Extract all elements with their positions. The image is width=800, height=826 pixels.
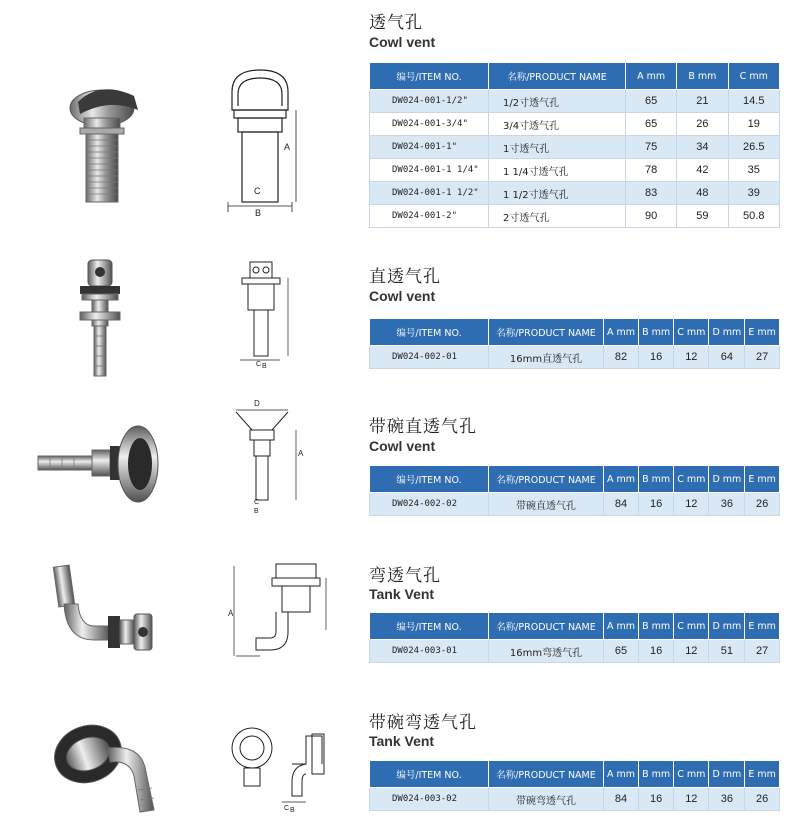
straight-vent-photo: [72, 254, 132, 380]
col-header-item-no: 编号/ITEM NO.: [370, 761, 489, 788]
cell-item-no: DW024-002-02: [370, 493, 489, 516]
col-header-product-name: 名称/PRODUCT NAME: [489, 63, 626, 90]
cell-product-name: 1/2寸透气孔: [489, 90, 626, 113]
cell-a: 65: [626, 90, 677, 113]
section-4-title-cn: 弯透气孔: [369, 566, 441, 586]
dim-label-c: C: [254, 186, 261, 196]
col-header-a: A mm: [626, 63, 677, 90]
cell-item-no: DW024-002-01: [370, 346, 489, 369]
cell-item-no: DW024-001-1": [370, 136, 489, 159]
col-header-d: D mm: [709, 613, 745, 640]
col-header-d: D mm: [709, 761, 745, 788]
svg-text:B: B: [290, 807, 295, 814]
cell-b: 16: [639, 640, 674, 663]
cell-c: 12: [674, 346, 709, 369]
cell-c: 26.5: [728, 136, 779, 159]
elbow-vent-drawing: [226, 560, 338, 664]
elbow-vent-photo: [50, 562, 160, 656]
bowl-elbow-vent-drawing: [226, 716, 346, 814]
svg-text:B: B: [254, 508, 259, 515]
cell-a: 65: [626, 113, 677, 136]
cell-c: 19: [728, 113, 779, 136]
cell-product-name: 1 1/4寸透气孔: [489, 159, 626, 182]
cell-c: 12: [674, 788, 709, 811]
col-header-e: E mm: [745, 613, 780, 640]
cell-c: 12: [674, 640, 709, 663]
spec-table-4: [369, 612, 780, 663]
cell-product-name: 1 1/2寸透气孔: [489, 182, 626, 205]
bowl-elbow-vent-photo: [42, 714, 176, 816]
section-5-title-cn: 带碗弯透气孔: [369, 713, 477, 733]
cell-product-name: 带碗直透气孔: [489, 493, 604, 516]
col-header-b: B mm: [677, 63, 728, 90]
cell-a: 84: [604, 788, 639, 811]
cell-item-no: DW024-003-01: [370, 640, 489, 663]
cell-product-name: 2寸透气孔: [489, 205, 626, 228]
table-row: [370, 640, 780, 663]
col-header-b: B mm: [639, 761, 674, 788]
section-3-title-cn: 带碗直透气孔: [369, 417, 477, 437]
col-header-e: E mm: [745, 466, 780, 493]
dim-label-d: D: [254, 399, 260, 408]
cell-b: 48: [677, 182, 728, 205]
table-header-row: [370, 63, 780, 90]
cell-item-no: DW024-001-1 1/2": [370, 182, 489, 205]
col-header-b: B mm: [639, 613, 674, 640]
col-header-c: C mm: [674, 319, 709, 346]
cell-b: 21: [677, 90, 728, 113]
col-header-c: C mm: [728, 63, 779, 90]
col-header-e: E mm: [745, 319, 780, 346]
bowl-straight-vent-photo: [36, 424, 168, 520]
straight-vent-drawing: [236, 258, 300, 370]
cell-e: 27: [745, 346, 780, 369]
table-row: [370, 788, 780, 811]
cell-product-name: 3/4寸透气孔: [489, 113, 626, 136]
col-header-a: A mm: [604, 613, 639, 640]
table-header-row: [370, 466, 780, 493]
cell-item-no: DW024-001-1/2": [370, 90, 489, 113]
col-header-product-name: 名称/PRODUCT NAME: [489, 466, 604, 493]
cell-b: 26: [677, 113, 728, 136]
cell-d: 64: [709, 346, 745, 369]
svg-text:C: C: [254, 499, 260, 506]
section-4-title-en: Tank Vent: [369, 586, 435, 602]
col-header-product-name: 名称/PRODUCT NAME: [489, 761, 604, 788]
cell-product-name: 16mm弯透气孔: [489, 640, 604, 663]
cowl-vent-drawing: [222, 66, 302, 226]
cell-c: 14.5: [728, 90, 779, 113]
table-row: [370, 346, 780, 369]
cell-c: 39: [728, 182, 779, 205]
col-header-product-name: 名称/PRODUCT NAME: [489, 319, 604, 346]
col-header-a: A mm: [604, 466, 639, 493]
spec-table-5: [369, 760, 780, 811]
cell-e: 27: [745, 640, 780, 663]
svg-text:C: C: [256, 361, 262, 368]
cell-item-no: DW024-001-1 1/4": [370, 159, 489, 182]
section-1-title-cn: 透气孔: [369, 13, 423, 33]
cell-item-no: DW024-001-3/4": [370, 113, 489, 136]
col-header-item-no: 编号/ITEM NO.: [370, 63, 489, 90]
cell-c: 12: [674, 493, 709, 516]
col-header-e: E mm: [745, 761, 780, 788]
table-row: [370, 159, 780, 182]
table-row: [370, 205, 780, 228]
cell-a: 83: [626, 182, 677, 205]
col-header-product-name: 名称/PRODUCT NAME: [489, 613, 604, 640]
cell-item-no: DW024-001-2": [370, 205, 489, 228]
spec-table-1: [369, 62, 780, 228]
table-header-row: [370, 613, 780, 640]
cell-c: 50.8: [728, 205, 779, 228]
svg-text:C: C: [284, 805, 290, 812]
cell-product-name: 16mm直透气孔: [489, 346, 604, 369]
section-1-title-en: Cowl vent: [369, 34, 436, 50]
spec-table-3: [369, 465, 780, 516]
section-2-title-en: Cowl vent: [369, 288, 436, 304]
col-header-d: D mm: [709, 319, 745, 346]
cell-d: 51: [709, 640, 745, 663]
table-row: [370, 136, 780, 159]
spec-table-2: [369, 318, 780, 369]
col-header-c: C mm: [674, 761, 709, 788]
col-header-item-no: 编号/ITEM NO.: [370, 613, 489, 640]
col-header-a: A mm: [604, 319, 639, 346]
col-header-c: C mm: [674, 613, 709, 640]
cell-a: 90: [626, 205, 677, 228]
cell-d: 36: [709, 788, 745, 811]
table-header-row: [370, 319, 780, 346]
table-row: [370, 182, 780, 205]
cell-c: 35: [728, 159, 779, 182]
section-5-title-en: Tank Vent: [369, 733, 435, 749]
bowl-straight-vent-drawing: [232, 396, 308, 516]
col-header-b: B mm: [639, 466, 674, 493]
table-row: [370, 493, 780, 516]
cell-b: 16: [639, 493, 674, 516]
dim-label-b: B: [255, 208, 262, 218]
svg-text:A: A: [228, 609, 234, 618]
cell-a: 78: [626, 159, 677, 182]
dim-label-a: A: [284, 142, 291, 152]
table-row: [370, 90, 780, 113]
col-header-item-no: 编号/ITEM NO.: [370, 466, 489, 493]
cell-b: 34: [677, 136, 728, 159]
svg-text:A: A: [298, 449, 304, 458]
cell-e: 26: [745, 493, 780, 516]
cell-item-no: DW024-003-02: [370, 788, 489, 811]
table-header-row: [370, 761, 780, 788]
section-3-title-en: Cowl vent: [369, 438, 436, 454]
cell-a: 65: [604, 640, 639, 663]
col-header-a: A mm: [604, 761, 639, 788]
col-header-c: C mm: [674, 466, 709, 493]
cell-b: 42: [677, 159, 728, 182]
cell-b: 16: [639, 788, 674, 811]
svg-text:B: B: [262, 363, 267, 370]
cell-a: 82: [604, 346, 639, 369]
table-row: [370, 113, 780, 136]
cell-a: 75: [626, 136, 677, 159]
cell-d: 36: [709, 493, 745, 516]
section-2-title-cn: 直透气孔: [369, 267, 441, 287]
cell-product-name: 1寸透气孔: [489, 136, 626, 159]
cowl-vent-photo: [60, 80, 150, 210]
cell-b: 59: [677, 205, 728, 228]
cell-product-name: 带碗弯透气孔: [489, 788, 604, 811]
cell-b: 16: [639, 346, 674, 369]
col-header-b: B mm: [639, 319, 674, 346]
cell-e: 26: [745, 788, 780, 811]
cell-a: 84: [604, 493, 639, 516]
col-header-item-no: 编号/ITEM NO.: [370, 319, 489, 346]
col-header-d: D mm: [709, 466, 745, 493]
